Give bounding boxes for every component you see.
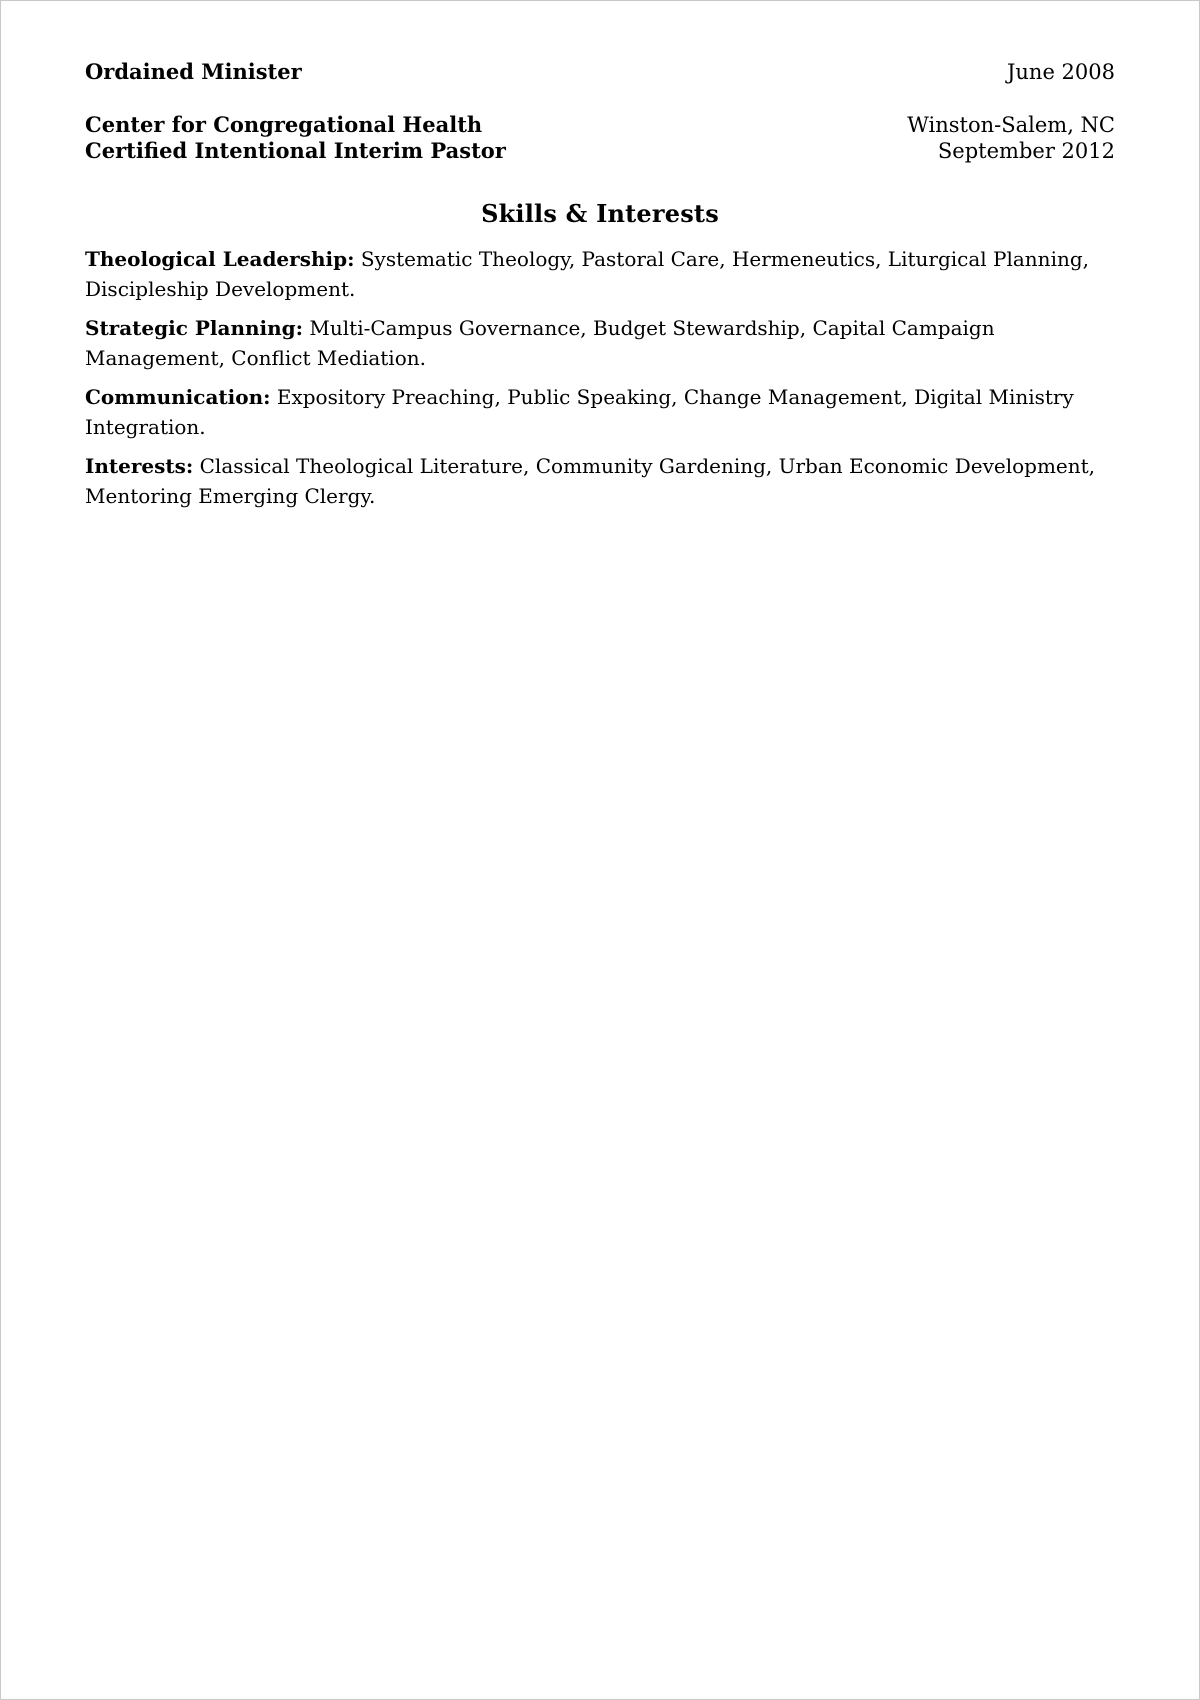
skill-label: Interests:	[85, 454, 194, 478]
skills-list	[85, 244, 1115, 511]
skill-text: Multi-Campus Governance, Budget Stewardship, Capital Campaign Management, Conflict Mediation.	[85, 316, 995, 370]
experience-organization: Center for Congregational Health	[85, 112, 483, 137]
experience-entry-ordination	[85, 59, 1115, 85]
section-heading-skills: Skills & Interests	[481, 199, 719, 228]
skill-item	[85, 382, 1115, 442]
skill-text: Systematic Theology, Pastoral Care, Hermeneutics, Liturgical Planning, Discipleship Development.	[85, 247, 1090, 301]
experience-date: September 2012	[937, 139, 1115, 163]
experience-title: Certified Intentional Interim Pastor	[85, 138, 506, 163]
experience-entry-interim-pastor	[85, 112, 1115, 164]
experience-date: June 2008	[1006, 60, 1115, 84]
experience-title: Ordained Minister	[85, 59, 302, 84]
skill-text: Expository Preaching, Public Speaking, Change Management, Digital Ministry Integration.	[85, 385, 1074, 439]
experience-row	[85, 112, 1115, 138]
skill-label: Communication:	[85, 385, 271, 409]
experience-row	[85, 59, 1115, 85]
skill-label: Theological Leadership:	[85, 247, 355, 271]
skill-text: Classical Theological Literature, Community Gardening, Urban Economic Development, Mentoring Emerging Clergy.	[85, 454, 1096, 508]
skill-item	[85, 451, 1115, 511]
experience-location: Winston-Salem, NC	[907, 113, 1115, 137]
skill-item	[85, 244, 1115, 304]
skill-label: Strategic Planning:	[85, 316, 304, 340]
experience-row	[85, 138, 1115, 164]
skill-item	[85, 313, 1115, 373]
